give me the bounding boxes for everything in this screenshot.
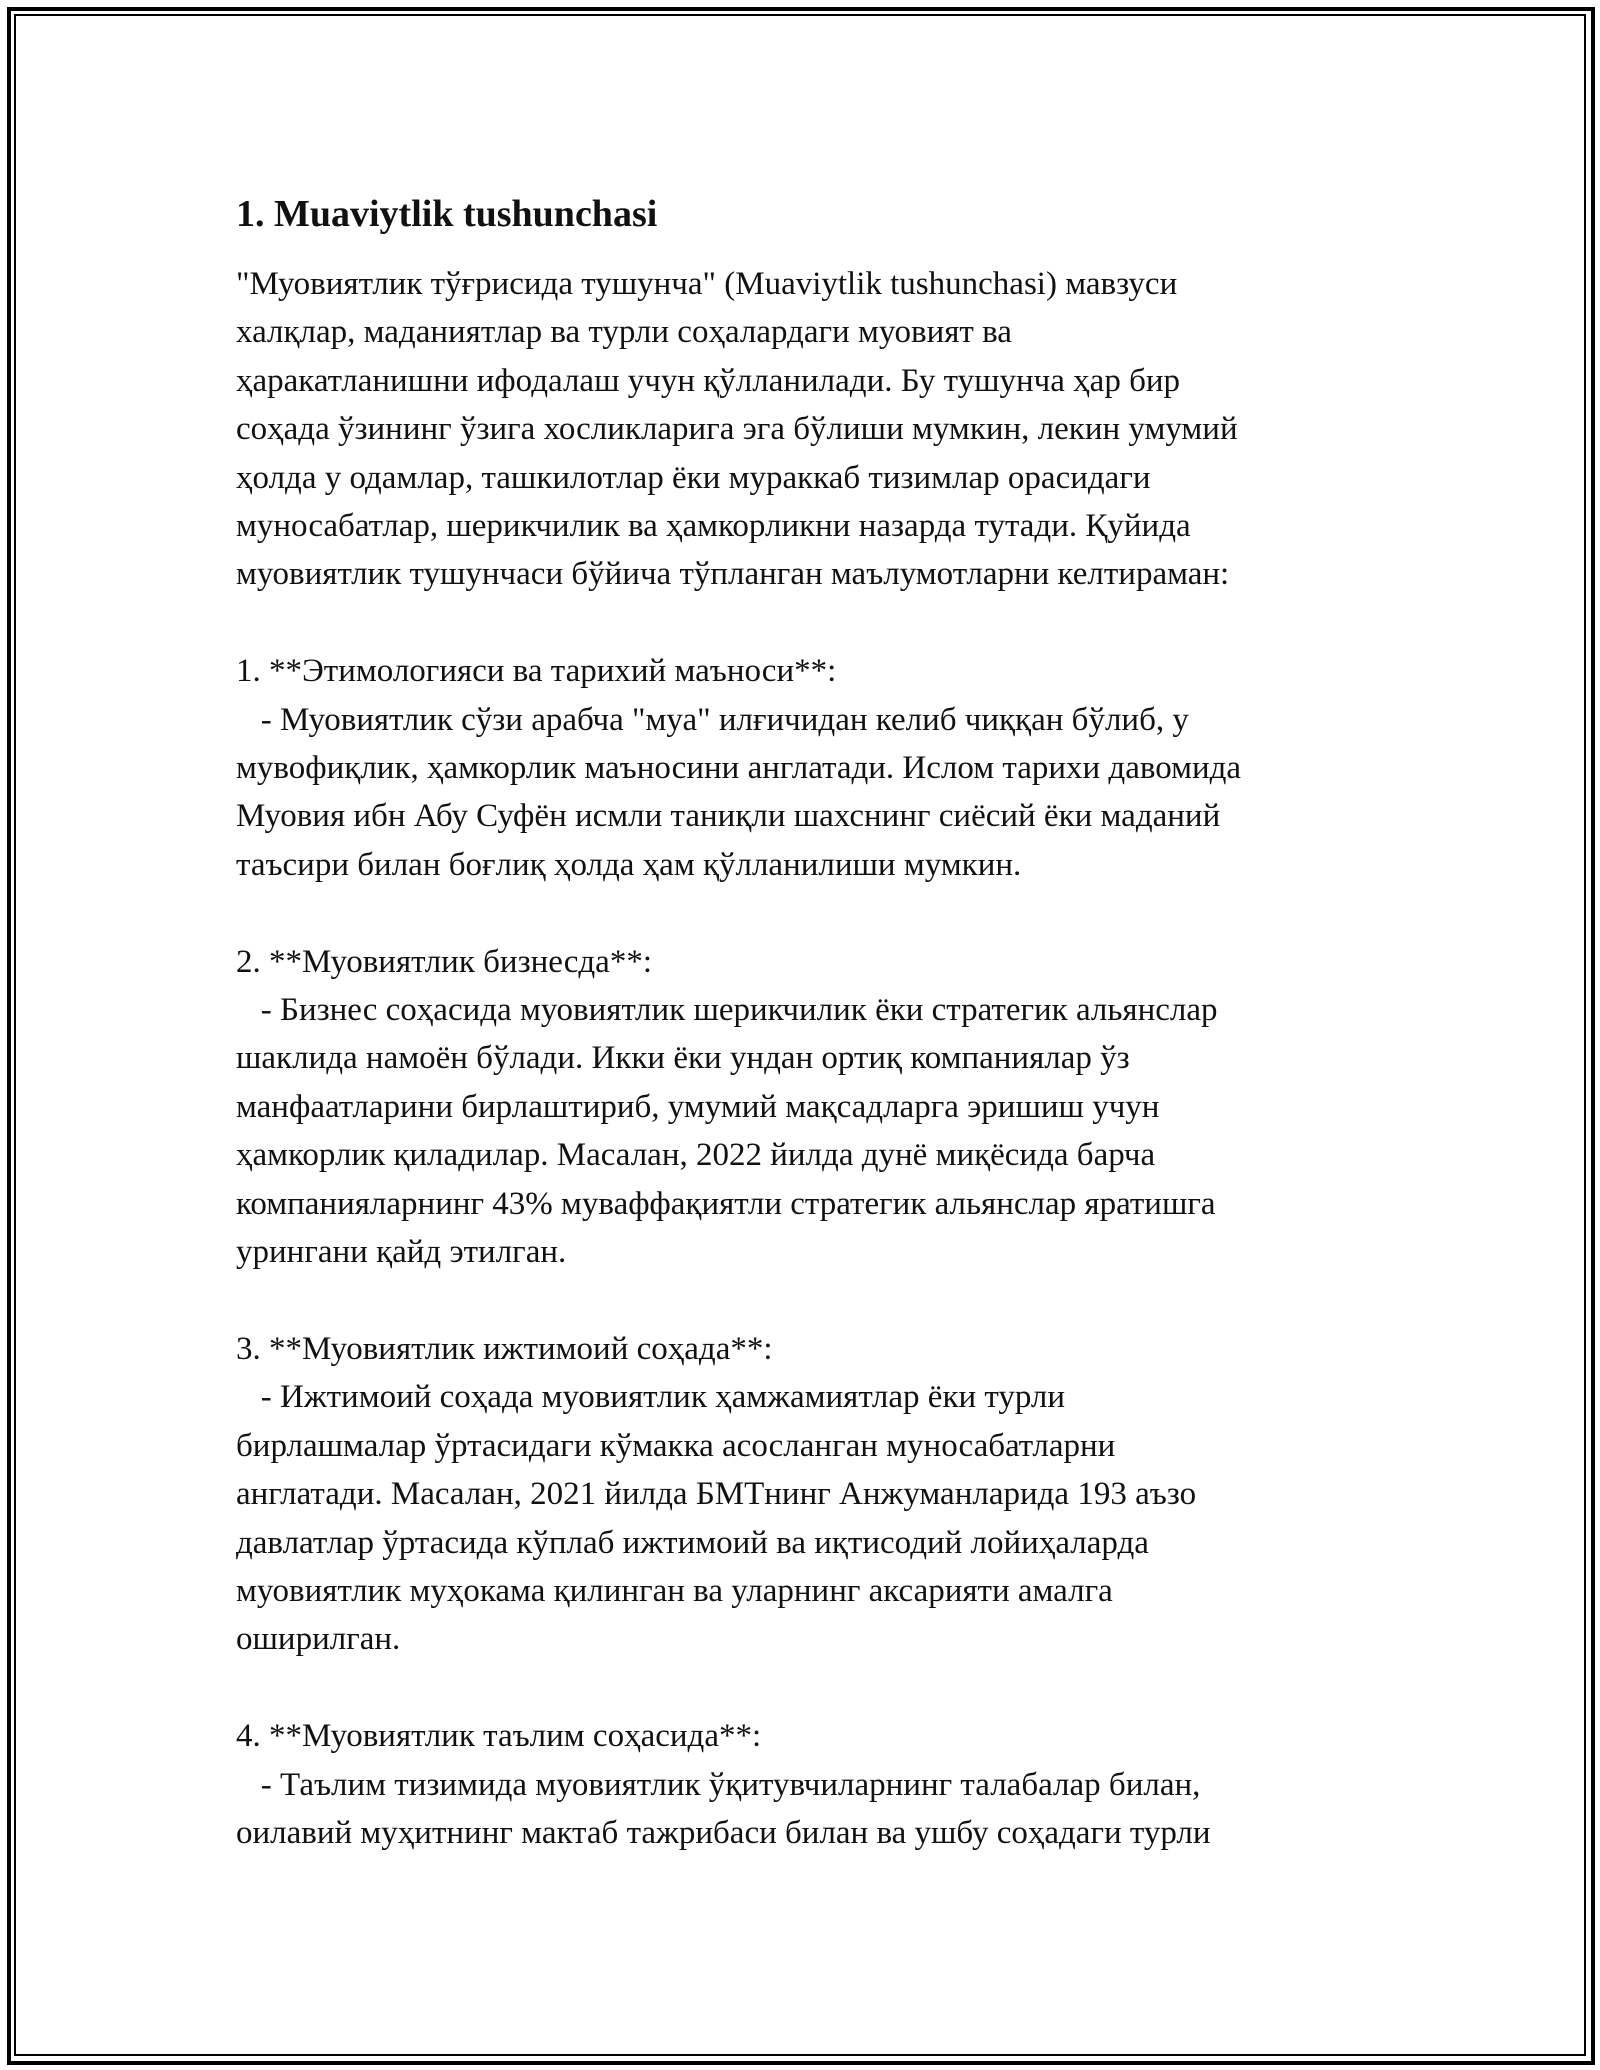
- section-business: [236, 938, 1376, 1277]
- text-line: муовиятлик муҳокама қилинган ва уларнинг аксарияти амалга: [236, 1572, 1113, 1609]
- text-line: Муовия ибн Абу Суфён исмли таниқли шахснинг сиёсий ёки маданий: [236, 798, 1221, 835]
- text-line: - Бизнес соҳасида муовиятлик шерикчилик ёки стратегик альянслар: [236, 992, 1218, 1029]
- section-etymology: [236, 647, 1376, 889]
- text-line: шаклида намоён бўлади. Икки ёки ундан ортиқ компаниялар ўз: [236, 1040, 1130, 1077]
- text-line: компанияларнинг 43% муваффақиятли стратегик альянслар яратишга: [236, 1185, 1216, 1222]
- section-heading: 2. **Муовиятлик бизнесда**:: [236, 943, 652, 980]
- section-heading: 4. **Муовиятлик таълим соҳасида**:: [236, 1718, 762, 1755]
- section-social: [236, 1325, 1376, 1664]
- text-line: англатади. Масалан, 2021 йилда БМТнинг Анжуманларида 193 аъзо: [236, 1476, 1197, 1513]
- document-page: [236, 190, 1376, 1857]
- section-heading: 1. **Этимологияси ва тарихий маъноси**:: [236, 653, 837, 690]
- text-line: оилавий муҳитнинг мактаб тажрибаси билан ва ушбу соҳадаги турли: [236, 1814, 1211, 1851]
- section-heading: 3. **Муовиятлик ижтимоий соҳада**:: [236, 1330, 773, 1367]
- text-line: давлатлар ўртасида кўплаб ижтимоий ва иқтисодий лойиҳаларда: [236, 1524, 1149, 1561]
- text-line: урингани қайд этилган.: [236, 1234, 567, 1271]
- text-line: ҳаракатланишни ифодалаш учун қўлланилади. Бу тушунча ҳар бир: [236, 362, 1181, 399]
- section-education: [236, 1712, 1376, 1857]
- paragraph-gap: [236, 1277, 1376, 1325]
- text-line: манфаатларини бирлаштириб, умумий мақсадларга эришиш учун: [236, 1088, 1160, 1125]
- document-title: 1. Muaviytlik tushunchasi: [236, 193, 658, 235]
- text-line: ҳолда у одамлар, ташкилотлар ёки мураккаб тизимлар орасидаги: [236, 459, 1151, 496]
- text-line: таъсири билан боғлиқ ҳолда ҳам қўлланилиши мумкин.: [236, 846, 1022, 883]
- paragraph-gap: [236, 889, 1376, 937]
- text-line: - Таълим тизимида муовиятлик ўқитувчиларнинг талабалар билан,: [236, 1766, 1201, 1803]
- paragraph-gap: [236, 1664, 1376, 1712]
- text-line: - Ижтимоий соҳада муовиятлик ҳамжамиятлар ёки турли: [236, 1379, 1066, 1416]
- text-line: бирлашмалар ўртасидаги кўмакка асосланган муносабатларни: [236, 1427, 1116, 1464]
- text-line: - Муовиятлик сўзи арабча "муа" илғичидан келиб чиққан бўлиб, у: [236, 701, 1189, 738]
- text-line: халқлар, маданиятлар ва турли соҳалардаги муовият ва: [236, 314, 1012, 351]
- text-line: муносабатлар, шерикчилик ва ҳамкорликни назарда тутади. Қуйида: [236, 508, 1191, 545]
- text-line: "Муовиятлик тўғрисида тушунча" (Muaviytlik tushunchasi) мавзуси: [236, 266, 1178, 302]
- text-line: муовиятлик тушунчаси бўйича тўпланган маълумотларни келтираман:: [236, 556, 1230, 593]
- paragraph-gap: [236, 599, 1376, 647]
- intro-paragraph: [236, 260, 1376, 599]
- text-line: мувофиқлик, ҳамкорлик маъносини англатади. Ислом тарихи давомида: [236, 750, 1242, 787]
- text-line: соҳада ўзининг ўзига хосликларига эга бўлиши мумкин, лекин умумий: [236, 411, 1238, 448]
- text-line: оширилган.: [236, 1621, 401, 1658]
- text-line: ҳамкорлик қиладилар. Масалан, 2022 йилда дунё миқёсида барча: [236, 1137, 1156, 1174]
